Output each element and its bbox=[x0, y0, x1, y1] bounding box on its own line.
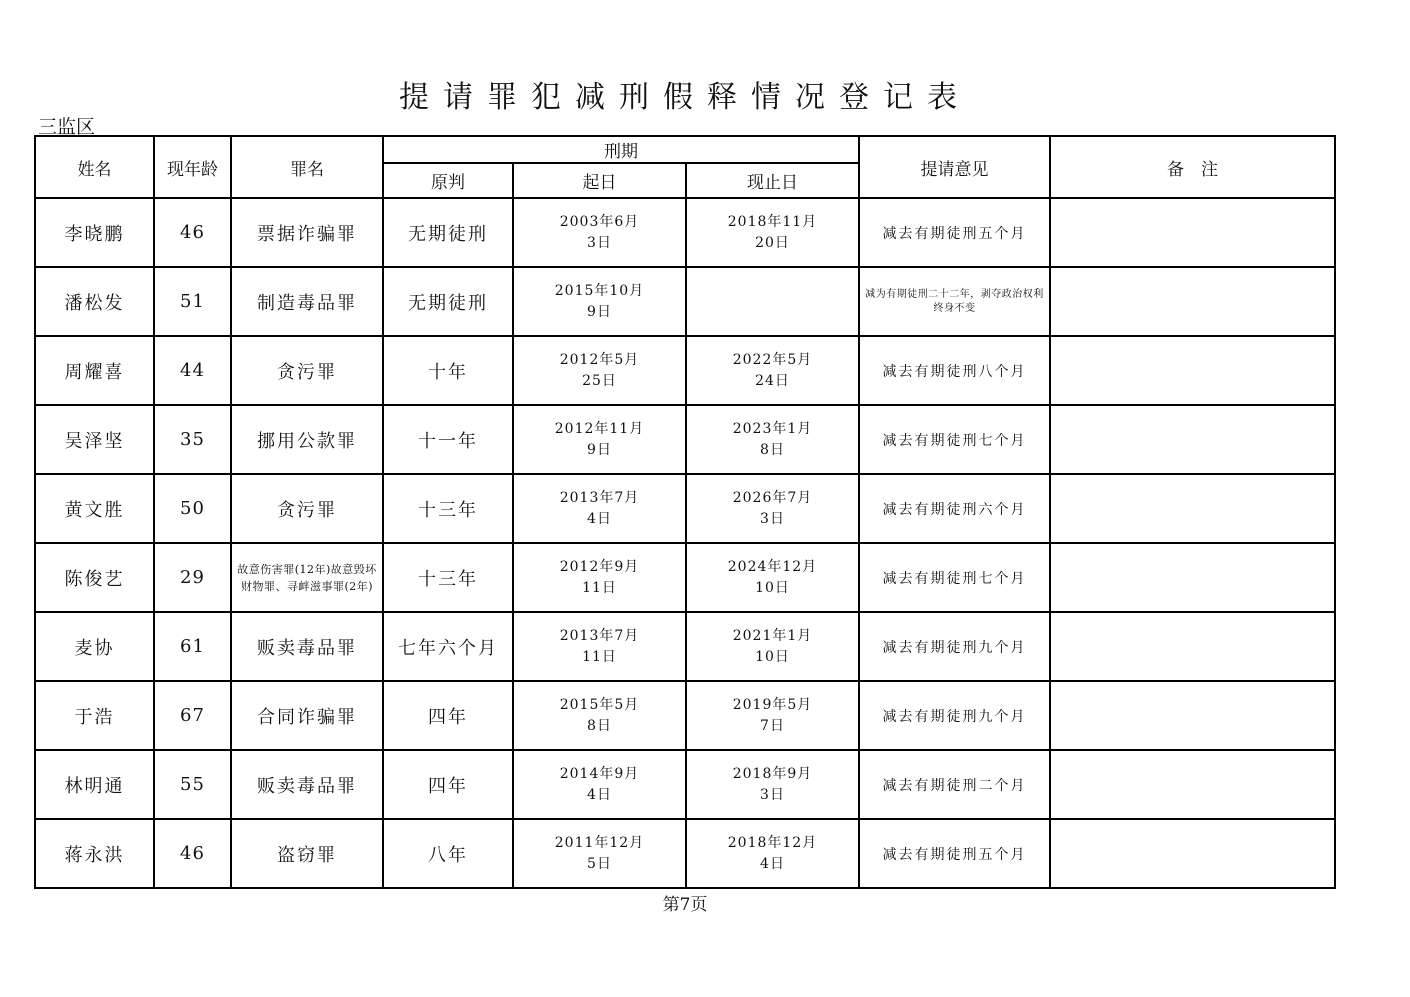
cell-end bbox=[686, 750, 859, 819]
start-month: 2015年10月 bbox=[554, 282, 645, 299]
start-month: 2014年9月 bbox=[559, 765, 640, 782]
cell-age: 35 bbox=[154, 405, 231, 474]
cell-name: 于浩 bbox=[35, 681, 154, 750]
cell-crime: 挪用公款罪 bbox=[231, 405, 383, 474]
start-day: 3日 bbox=[587, 234, 612, 251]
start-day: 4日 bbox=[587, 510, 612, 527]
header-crime: 罪名 bbox=[231, 136, 383, 198]
cell-opinion: 减去有期徒刑七个月 bbox=[859, 405, 1050, 474]
cell-name: 陈俊艺 bbox=[35, 543, 154, 612]
cell-age: 46 bbox=[154, 819, 231, 888]
end-day: 4日 bbox=[760, 855, 785, 872]
cell-start bbox=[513, 750, 686, 819]
cell-remarks bbox=[1050, 543, 1335, 612]
start-month: 2003年6月 bbox=[559, 213, 640, 230]
cell-crime: 合同诈骗罪 bbox=[231, 681, 383, 750]
cell-crime: 贪污罪 bbox=[231, 336, 383, 405]
cell-opinion: 减去有期徒刑八个月 bbox=[859, 336, 1050, 405]
end-day: 7日 bbox=[760, 717, 785, 734]
cell-name: 潘松发 bbox=[35, 267, 154, 336]
start-month: 2013年7月 bbox=[559, 627, 640, 644]
cell-opinion: 减为有期徒刑二十二年，剥夺政治权利终身不变 bbox=[859, 267, 1050, 336]
cell-remarks bbox=[1050, 681, 1335, 750]
cell-start bbox=[513, 681, 686, 750]
cell-original: 十一年 bbox=[383, 405, 513, 474]
end-day: 24日 bbox=[755, 372, 790, 389]
cell-age: 61 bbox=[154, 612, 231, 681]
start-day: 9日 bbox=[587, 303, 612, 320]
cell-age: 67 bbox=[154, 681, 231, 750]
table-row bbox=[35, 405, 1335, 474]
cell-end bbox=[686, 543, 859, 612]
table-row bbox=[35, 750, 1335, 819]
cell-opinion: 减去有期徒刑六个月 bbox=[859, 474, 1050, 543]
cell-remarks bbox=[1050, 819, 1335, 888]
cell-start bbox=[513, 819, 686, 888]
header-remarks: 备 注 bbox=[1050, 136, 1335, 198]
cell-end bbox=[686, 474, 859, 543]
start-day: 8日 bbox=[587, 717, 612, 734]
end-day: 20日 bbox=[755, 234, 790, 251]
start-day: 4日 bbox=[587, 786, 612, 803]
cell-start bbox=[513, 198, 686, 267]
start-month: 2012年5月 bbox=[559, 351, 640, 368]
table-row bbox=[35, 681, 1335, 750]
cell-crime: 盗窃罪 bbox=[231, 819, 383, 888]
start-day: 11日 bbox=[582, 648, 617, 665]
cell-end bbox=[686, 681, 859, 750]
cell-age: 46 bbox=[154, 198, 231, 267]
end-month: 2019年5月 bbox=[732, 696, 813, 713]
cell-opinion: 减去有期徒刑五个月 bbox=[859, 198, 1050, 267]
cell-end bbox=[686, 612, 859, 681]
cell-crime: 故意伤害罪(12年)故意毁坏财物罪、寻衅滋事罪(2年) bbox=[231, 543, 383, 612]
start-day: 9日 bbox=[587, 441, 612, 458]
cell-original: 十年 bbox=[383, 336, 513, 405]
header-start: 起日 bbox=[513, 163, 686, 198]
cell-original: 四年 bbox=[383, 681, 513, 750]
start-month: 2012年11月 bbox=[554, 420, 645, 437]
table-row bbox=[35, 198, 1335, 267]
end-month: 2018年11月 bbox=[727, 213, 818, 230]
cell-name: 周耀喜 bbox=[35, 336, 154, 405]
cell-age: 50 bbox=[154, 474, 231, 543]
cell-opinion: 减去有期徒刑九个月 bbox=[859, 612, 1050, 681]
cell-start bbox=[513, 405, 686, 474]
cell-start bbox=[513, 474, 686, 543]
registration-table bbox=[34, 135, 1336, 889]
header-age: 现年龄 bbox=[154, 136, 231, 198]
cell-original: 十三年 bbox=[383, 543, 513, 612]
cell-remarks bbox=[1050, 405, 1335, 474]
cell-start bbox=[513, 267, 686, 336]
cell-crime: 贩卖毒品罪 bbox=[231, 612, 383, 681]
page-number: 第7页 bbox=[662, 895, 708, 915]
cell-end bbox=[686, 198, 859, 267]
cell-crime: 票据诈骗罪 bbox=[231, 198, 383, 267]
table-row bbox=[35, 543, 1335, 612]
end-month: 2018年9月 bbox=[732, 765, 813, 782]
end-day: 8日 bbox=[760, 441, 785, 458]
cell-age: 55 bbox=[154, 750, 231, 819]
cell-opinion: 减去有期徒刑五个月 bbox=[859, 819, 1050, 888]
table-row bbox=[35, 267, 1335, 336]
header-original: 原判 bbox=[383, 163, 513, 198]
cell-age: 29 bbox=[154, 543, 231, 612]
end-month: 2022年5月 bbox=[732, 351, 813, 368]
cell-name: 麦协 bbox=[35, 612, 154, 681]
cell-name: 吴泽坚 bbox=[35, 405, 154, 474]
end-month: 2018年12月 bbox=[727, 834, 818, 851]
start-month: 2015年5月 bbox=[559, 696, 640, 713]
cell-opinion: 减去有期徒刑九个月 bbox=[859, 681, 1050, 750]
cell-remarks bbox=[1050, 336, 1335, 405]
end-day: 3日 bbox=[760, 786, 785, 803]
cell-end bbox=[686, 405, 859, 474]
cell-remarks bbox=[1050, 750, 1335, 819]
cell-remarks bbox=[1050, 474, 1335, 543]
cell-crime: 贪污罪 bbox=[231, 474, 383, 543]
end-month: 2021年1月 bbox=[732, 627, 813, 644]
table-row bbox=[35, 612, 1335, 681]
end-month: 2026年7月 bbox=[732, 489, 813, 506]
header-end: 现止日 bbox=[686, 163, 859, 198]
cell-age: 44 bbox=[154, 336, 231, 405]
cell-end bbox=[686, 336, 859, 405]
cell-remarks bbox=[1050, 612, 1335, 681]
cell-name: 黄文胜 bbox=[35, 474, 154, 543]
end-day: 10日 bbox=[755, 648, 790, 665]
header-opinion: 提请意见 bbox=[859, 136, 1050, 198]
cell-name: 蒋永洪 bbox=[35, 819, 154, 888]
cell-start bbox=[513, 336, 686, 405]
page-title: 提请罪犯减刑假释情况登记表 bbox=[399, 80, 971, 115]
cell-original: 十三年 bbox=[383, 474, 513, 543]
cell-original: 四年 bbox=[383, 750, 513, 819]
cell-opinion: 减去有期徒刑二个月 bbox=[859, 750, 1050, 819]
cell-age: 51 bbox=[154, 267, 231, 336]
cell-crime: 制造毒品罪 bbox=[231, 267, 383, 336]
cell-name: 林明通 bbox=[35, 750, 154, 819]
end-day: 3日 bbox=[760, 510, 785, 527]
district-label: 三监区 bbox=[38, 116, 96, 138]
start-day: 25日 bbox=[582, 372, 617, 389]
cell-opinion: 减去有期徒刑七个月 bbox=[859, 543, 1050, 612]
start-day: 11日 bbox=[582, 579, 617, 596]
cell-end bbox=[686, 819, 859, 888]
cell-original: 无期徒刑 bbox=[383, 198, 513, 267]
cell-crime: 贩卖毒品罪 bbox=[231, 750, 383, 819]
cell-original: 七年六个月 bbox=[383, 612, 513, 681]
start-month: 2011年12月 bbox=[554, 834, 645, 851]
cell-end bbox=[686, 267, 859, 336]
start-month: 2012年9月 bbox=[559, 558, 640, 575]
end-month: 2023年1月 bbox=[732, 420, 813, 437]
cell-remarks bbox=[1050, 267, 1335, 336]
header-sentence-group: 刑期 bbox=[383, 136, 859, 163]
cell-remarks bbox=[1050, 198, 1335, 267]
end-day: 10日 bbox=[755, 579, 790, 596]
cell-start bbox=[513, 612, 686, 681]
table-row bbox=[35, 336, 1335, 405]
cell-original: 八年 bbox=[383, 819, 513, 888]
start-day: 5日 bbox=[587, 855, 612, 872]
cell-original: 无期徒刑 bbox=[383, 267, 513, 336]
cell-name: 李晓鹏 bbox=[35, 198, 154, 267]
table-row bbox=[35, 819, 1335, 888]
cell-start bbox=[513, 543, 686, 612]
end-month: 2024年12月 bbox=[727, 558, 818, 575]
table-row bbox=[35, 474, 1335, 543]
header-name: 姓名 bbox=[35, 136, 154, 198]
start-month: 2013年7月 bbox=[559, 489, 640, 506]
